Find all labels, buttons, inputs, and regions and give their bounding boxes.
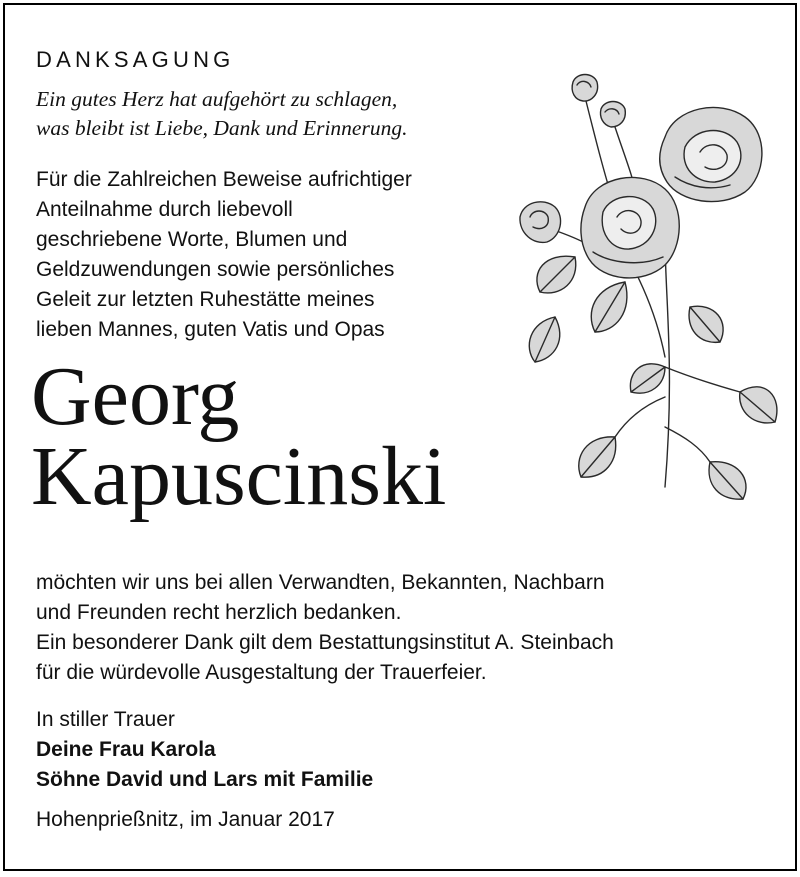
notice-heading: DANKSAGUNG <box>36 47 235 72</box>
mourning-phrase: In stiller Trauer <box>36 708 175 731</box>
thanks-line: für die würdevolle Ausgestaltung der Trauerfeier. <box>36 661 487 684</box>
place-and-date: Hohenprießnitz, im Januar 2017 <box>36 808 335 831</box>
deceased-name <box>31 350 447 523</box>
deceased-last-name: Kapuscinski <box>31 430 447 523</box>
mourners-block <box>36 705 373 795</box>
motto <box>36 85 407 143</box>
intro-line: geschriebene Worte, Blumen und <box>36 228 348 251</box>
thanks-text <box>36 568 614 688</box>
intro-text <box>36 165 412 345</box>
intro-line: Geldzuwendungen sowie persönliches <box>36 258 395 281</box>
intro-line: Anteilnahme durch liebevoll <box>36 198 293 221</box>
rose-bouquet-icon <box>515 67 787 507</box>
intro-line: Geleit zur letzten Ruhestätte meines <box>36 288 375 311</box>
mourner-wife: Deine Frau Karola <box>36 738 216 761</box>
thanks-line: Ein besonderer Dank gilt dem Bestattungsinstitut A. Steinbach <box>36 631 614 654</box>
motto-line: Ein gutes Herz hat aufgehört zu schlagen, <box>36 87 398 111</box>
thanks-line: und Freunden recht herzlich bedanken. <box>36 601 402 624</box>
thanks-line: möchten wir uns bei allen Verwandten, Bekannten, Nachbarn <box>36 571 605 594</box>
deceased-first-name: Georg <box>31 350 240 443</box>
intro-line: lieben Mannes, guten Vatis und Opas <box>36 318 385 341</box>
mourner-sons: Söhne David und Lars mit Familie <box>36 768 374 791</box>
obituary-notice <box>3 3 797 871</box>
intro-line: Für die Zahlreichen Beweise aufrichtiger <box>36 168 412 191</box>
motto-line: was bleibt ist Liebe, Dank und Erinnerung. <box>36 116 408 140</box>
